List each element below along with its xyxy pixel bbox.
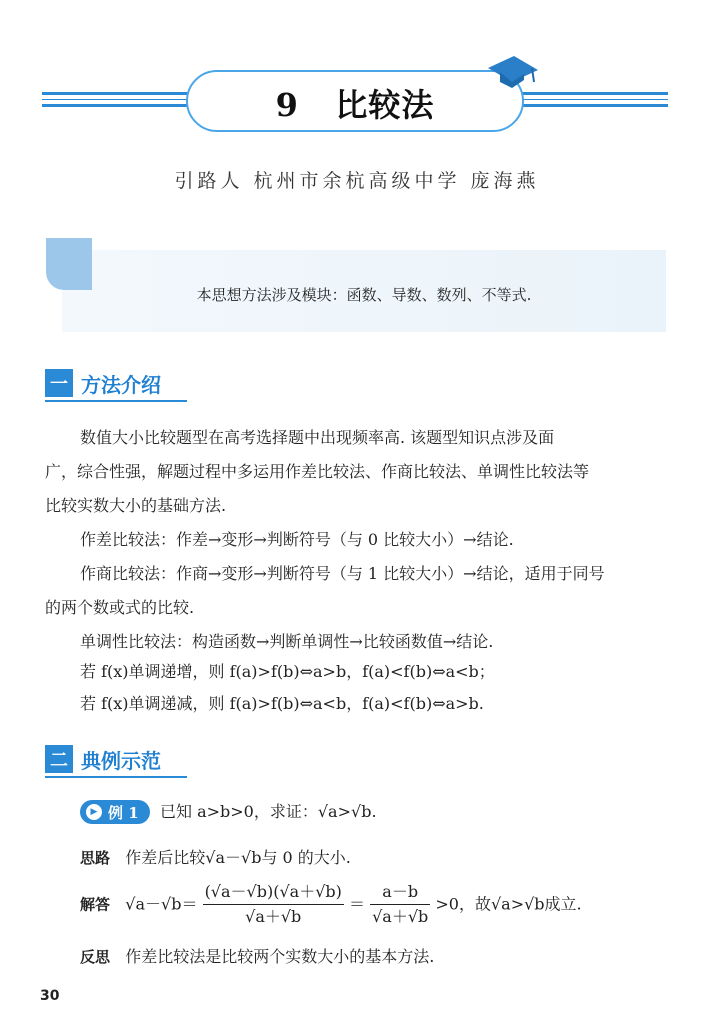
fraction-1-denominator: √a＋√b	[245, 907, 302, 926]
example-problem: 已知 a>b>0，求证：√a>√b.	[160, 802, 377, 821]
header-rule-left-mid	[42, 99, 190, 100]
paragraph-line: 比较实数大小的基础方法.	[45, 496, 227, 515]
idea-label: 思路	[80, 849, 111, 867]
quot-method-line: 作商比较法：作商→变形→判断符号（与 1 比较大小）→结论，适用于同号	[80, 564, 605, 583]
header-rule-right-top	[520, 92, 668, 95]
section-underline	[45, 776, 187, 778]
module-note: 本思想方法涉及模块：函数、导数、数列、不等式.	[196, 286, 532, 304]
answer-row	[80, 880, 582, 929]
increasing-rule: 若 f(x)单调递增，则 f(a)>f(b)⇔a>b，f(a)<f(b)⇔a<b；	[80, 662, 495, 681]
header-rule-left-top	[42, 92, 190, 95]
fraction-2-denominator: √a＋√b	[372, 907, 429, 926]
example-label: 例 1	[108, 803, 139, 822]
fraction-2	[370, 880, 430, 929]
header-rule-right-mid	[520, 99, 668, 100]
fraction-2-numerator: a－b	[370, 880, 430, 905]
graduation-cap-icon	[486, 52, 540, 92]
header-rule-left-bottom	[42, 104, 190, 107]
header-rule-right-bottom	[520, 104, 668, 107]
reflect-label: 反思	[80, 948, 111, 966]
chapter-number: 9	[275, 86, 299, 124]
module-corner-tab	[46, 238, 92, 290]
answer-label: 解答	[80, 895, 111, 914]
answer-lhs: √a－√b＝	[125, 894, 198, 914]
fraction-1-numerator: (√a－√b)(√a＋√b)	[203, 880, 344, 905]
page-number: 30	[40, 988, 60, 1004]
section-title: 方法介绍	[81, 372, 161, 397]
mono-method-line: 单调性比较法：构造函数→判断单调性→比较函数值→结论.	[80, 632, 494, 651]
answer-equals: ＝	[348, 894, 365, 914]
chapter-title	[186, 80, 524, 126]
diff-method-line: 作差比较法：作差→变形→判断符号（与 0 比较大小）→结论.	[80, 530, 514, 549]
paragraph-line: 广，综合性强，解题过程中多运用作差比较法、作商比较法、单调性比较法等	[45, 462, 590, 481]
section-heading-method	[45, 366, 161, 400]
quot-method-line-cont: 的两个数或式的比较.	[45, 598, 195, 617]
reflect-text: 作差比较法是比较两个实数大小的基本方法.	[125, 947, 435, 966]
reflect-row	[80, 940, 434, 974]
idea-text: 作差后比较√a－√b与 0 的大小.	[125, 848, 351, 867]
section-heading-examples	[45, 742, 161, 776]
chapter-name: 比较法	[335, 86, 435, 124]
author-line: 引路人 杭州市余杭高级中学 庞海燕	[174, 170, 540, 192]
paragraph-line: 数值大小比较题型在高考选择题中出现频率高. 该题型知识点涉及面	[80, 428, 555, 447]
example-badge	[80, 800, 150, 824]
fraction-1	[203, 880, 344, 929]
section-number: 二	[45, 745, 73, 773]
play-icon: ▶	[86, 804, 102, 820]
decreasing-rule: 若 f(x)单调递减，则 f(a)>f(b)⇔a<b，f(a)<f(b)⇔a>b.	[80, 694, 484, 713]
idea-row	[80, 841, 351, 875]
section-underline	[45, 400, 187, 402]
answer-tail: >0，故√a>√b成立.	[435, 894, 582, 914]
section-number: 一	[45, 369, 73, 397]
section-title: 典例示范	[81, 748, 161, 773]
